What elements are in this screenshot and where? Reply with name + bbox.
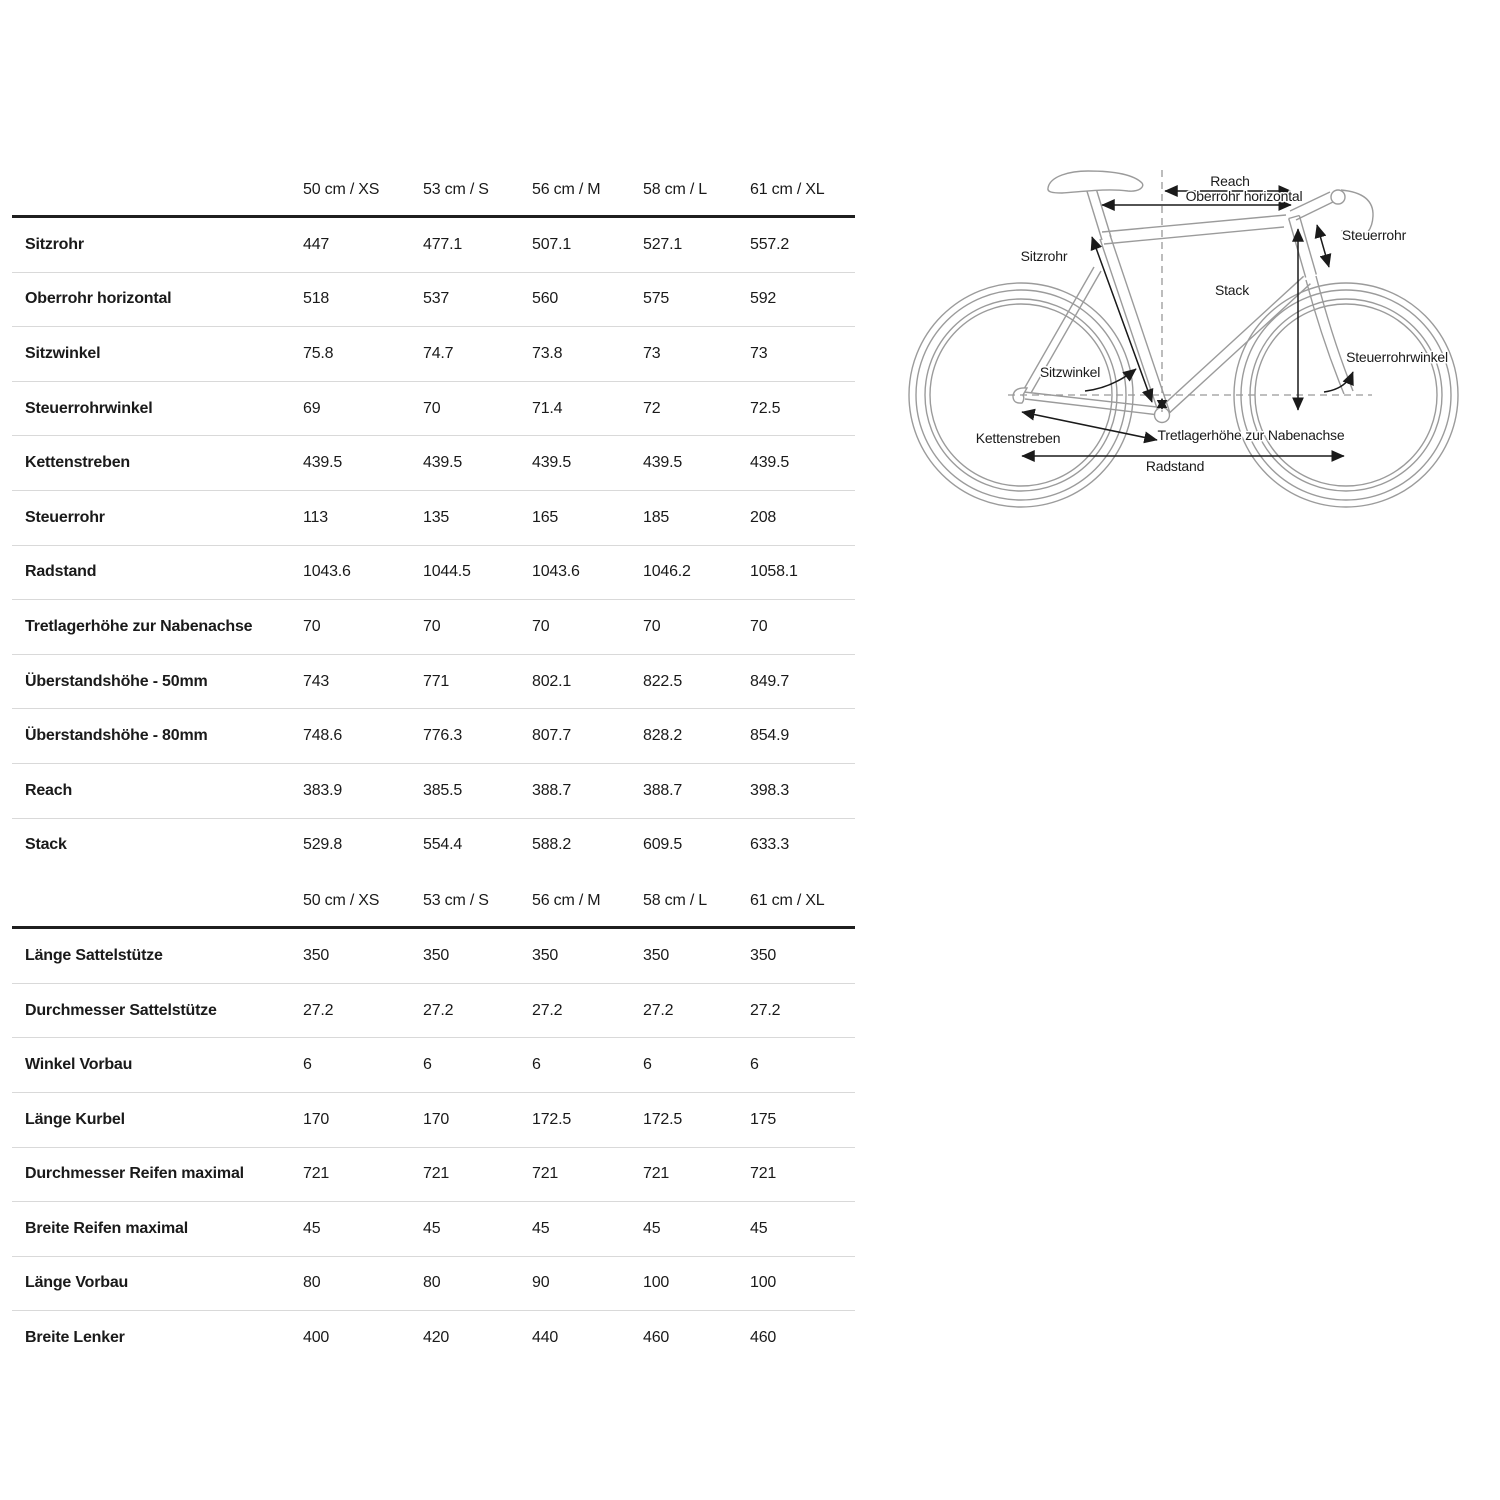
row-label: Breite Lenker [25,1329,125,1347]
size-column-header: 61 cm / XL [750,181,825,198]
value-cell: 45 [750,1219,768,1237]
value-cell: 27.2 [423,1001,454,1019]
value-cell: 385.5 [423,781,463,799]
value-cell: 75.8 [303,344,334,362]
value-cell: 73 [643,344,661,362]
value-cell: 70 [303,617,321,635]
value-cell: 771 [423,672,450,690]
handlebar-clamp [1331,190,1345,204]
value-cell: 527.1 [643,235,683,253]
value-cell: 71.4 [532,399,563,417]
diagram-labels [976,173,1448,474]
saddle [1048,171,1143,193]
table-row [12,819,855,873]
kettenstreben-label: Kettenstreben [975,430,1061,446]
table-row [12,382,855,437]
size-column-header: 50 cm / XS [303,892,380,910]
value-cell: 388.7 [643,781,683,799]
row-label: Überstandshöhe - 80mm [25,727,208,745]
value-cell: 537 [423,290,450,308]
oberrohr-label: Oberrohr horizontal [1185,188,1303,204]
row-label: Winkel Vorbau [25,1056,133,1074]
value-cell: 400 [303,1329,330,1347]
table-row [12,655,855,710]
bike-geometry-diagram [880,140,1480,560]
value-cell: 802.1 [532,672,572,690]
table-row [12,984,855,1039]
value-cell: 447 [303,235,330,253]
value-cell: 185 [643,508,670,526]
value-cell: 170 [423,1110,450,1128]
value-cell: 383.9 [303,781,343,799]
value-cell: 439.5 [303,454,343,472]
value-cell: 440 [532,1329,559,1347]
value-cell: 73.8 [532,344,563,362]
table-row [12,327,855,382]
value-cell: 721 [303,1165,330,1183]
value-cell: 350 [423,946,450,964]
value-cell: 45 [303,1219,321,1237]
value-cell: 6 [423,1056,432,1074]
table-row [12,218,855,273]
value-cell: 72 [643,399,661,417]
value-cell: 72.5 [750,399,781,417]
value-cell: 70 [750,617,768,635]
value-cell: 388.7 [532,781,572,799]
value-cell: 45 [423,1219,441,1237]
value-cell: 70 [423,617,441,635]
value-cell: 398.3 [750,781,790,799]
steuerrohr-arrow [1317,225,1329,267]
sitzrohr-arrow [1092,237,1152,402]
value-cell: 172.5 [532,1110,572,1128]
value-cell: 633.3 [750,836,790,854]
value-cell: 743 [303,672,330,690]
value-cell: 27.2 [643,1001,674,1019]
value-cell: 592 [750,290,777,308]
table-row [12,1311,855,1365]
row-label: Breite Reifen maximal [25,1219,188,1237]
value-cell: 27.2 [750,1001,781,1019]
value-cell: 45 [532,1219,550,1237]
value-cell: 460 [750,1329,777,1347]
table-row [12,273,855,328]
value-cell: 70 [532,617,550,635]
stack-label: Stack [1214,282,1250,298]
sitzwinkel-label: Sitzwinkel [1039,364,1101,380]
value-cell: 721 [643,1165,670,1183]
value-cell: 721 [750,1165,777,1183]
value-cell: 439.5 [423,454,463,472]
value-cell: 609.5 [643,836,683,854]
table-row [12,1038,855,1093]
value-cell: 721 [532,1165,559,1183]
bike-frame [1013,171,1373,423]
tretlagerhoehe-label: Tretlagerhöhe zur Nabenachse [1157,427,1345,443]
table-row [12,764,855,819]
value-cell: 1058.1 [750,563,798,581]
size-header-row [12,876,855,929]
row-label: Reach [25,781,73,799]
value-cell: 721 [423,1165,450,1183]
sitzrohr-label: Sitzrohr [1020,248,1068,264]
value-cell: 6 [532,1056,541,1074]
value-cell: 822.5 [643,672,683,690]
value-cell: 350 [750,946,777,964]
row-label: Sitzwinkel [25,344,101,362]
table-row [12,1093,855,1148]
row-label: Oberrohr horizontal [25,290,172,308]
row-label: Durchmesser Sattelstütze [25,1001,217,1019]
value-cell: 350 [532,946,559,964]
table-row [12,709,855,764]
value-cell: 1044.5 [423,563,471,581]
table-row [12,436,855,491]
row-label: Radstand [25,563,97,581]
radstand-label: Radstand [1145,458,1205,474]
value-cell: 100 [643,1274,670,1292]
value-cell: 45 [643,1219,661,1237]
size-column-header: 53 cm / S [423,181,489,198]
reach-label: Reach [1210,173,1250,189]
table-row [12,491,855,546]
value-cell: 557.2 [750,235,790,253]
steuerrohr-label: Steuerrohr [1341,227,1407,243]
value-cell: 807.7 [532,727,572,745]
row-label: Länge Kurbel [25,1110,125,1128]
value-cell: 748.6 [303,727,343,745]
value-cell: 776.3 [423,727,463,745]
value-cell: 27.2 [532,1001,563,1019]
value-cell: 588.2 [532,836,572,854]
row-label: Länge Sattelstütze [25,946,163,964]
value-cell: 70 [643,617,661,635]
value-cell: 854.9 [750,727,790,745]
geometry-tables [12,165,855,1365]
table-row [12,1148,855,1203]
value-cell: 27.2 [303,1001,334,1019]
bottom-bracket [1155,408,1170,423]
value-cell: 575 [643,290,670,308]
row-label: Steuerrohr [25,508,105,526]
value-cell: 439.5 [750,454,790,472]
value-cell: 73 [750,344,768,362]
component-geometry-table [12,876,855,1365]
value-cell: 350 [303,946,330,964]
value-cell: 70 [423,399,441,417]
value-cell: 170 [303,1110,330,1128]
row-label: Länge Vorbau [25,1274,129,1292]
value-cell: 1043.6 [532,563,580,581]
size-column-header: 53 cm / S [423,892,489,910]
row-label: Kettenstreben [25,454,130,472]
value-cell: 507.1 [532,235,572,253]
size-column-header: 56 cm / M [532,181,601,198]
value-cell: 6 [303,1056,312,1074]
row-label: Stack [25,836,67,854]
table-row [12,1202,855,1257]
value-cell: 208 [750,508,777,526]
value-cell: 849.7 [750,672,790,690]
value-cell: 529.8 [303,836,343,854]
value-cell: 560 [532,290,559,308]
value-cell: 350 [643,946,670,964]
value-cell: 828.2 [643,727,683,745]
value-cell: 1046.2 [643,563,691,581]
size-column-header: 50 cm / XS [303,181,380,198]
value-cell: 477.1 [423,235,463,253]
row-label: Sitzrohr [25,235,84,253]
value-cell: 460 [643,1329,670,1347]
size-column-header: 56 cm / M [532,892,601,910]
value-cell: 518 [303,290,330,308]
value-cell: 175 [750,1110,777,1128]
value-cell: 6 [643,1056,652,1074]
row-label: Steuerrohrwinkel [25,399,153,417]
row-label: Überstandshöhe - 50mm [25,672,208,690]
value-cell: 439.5 [532,454,572,472]
value-cell: 90 [532,1274,550,1292]
value-cell: 554.4 [423,836,463,854]
row-label: Durchmesser Reifen maximal [25,1165,244,1183]
value-cell: 113 [303,508,328,526]
value-cell: 80 [423,1274,441,1292]
row-label: Tretlagerhöhe zur Nabenachse [25,617,253,635]
size-column-header: 61 cm / XL [750,892,825,910]
table-row [12,546,855,601]
value-cell: 69 [303,399,321,417]
value-cell: 100 [750,1274,777,1292]
value-cell: 439.5 [643,454,683,472]
value-cell: 165 [532,508,559,526]
fork [1306,280,1344,394]
size-column-header: 58 cm / L [643,181,708,198]
value-cell: 420 [423,1329,450,1347]
value-cell: 74.7 [423,344,454,362]
size-header-row [12,165,855,218]
value-cell: 172.5 [643,1110,683,1128]
value-cell: 6 [750,1056,759,1074]
value-cell: 135 [423,508,450,526]
frame-geometry-table [12,165,855,872]
size-column-header: 58 cm / L [643,892,708,910]
table-row [12,600,855,655]
table-row [12,929,855,984]
value-cell: 1043.6 [303,563,351,581]
value-cell: 80 [303,1274,321,1292]
steuerrohrwinkel-label: Steuerrohrwinkel [1346,349,1448,365]
table-row [12,1257,855,1312]
